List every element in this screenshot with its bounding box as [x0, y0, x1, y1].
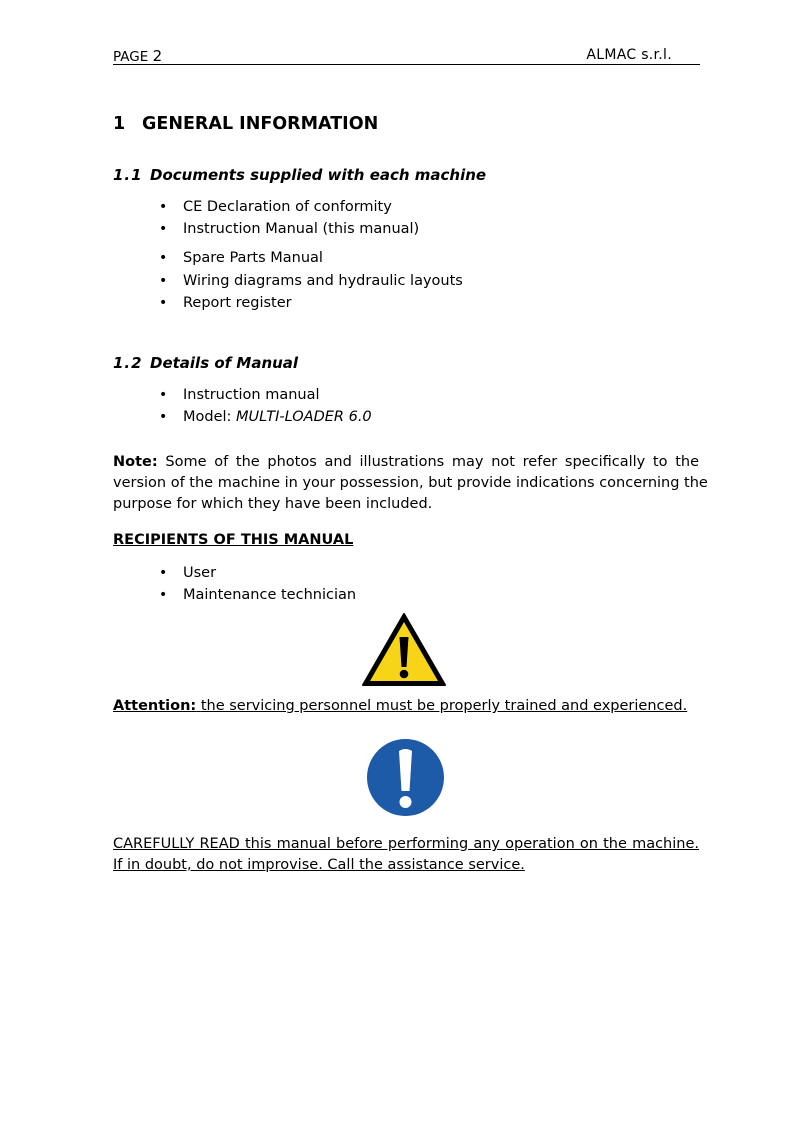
mandatory-exclamation-icon	[366, 738, 445, 817]
company-name: ALMAC s.r.l.	[586, 47, 672, 63]
list-item: • Wiring diagrams and hydraulic layouts	[159, 273, 463, 289]
attention-notice: Attention: the servicing personnel must be properly trained and experienced.	[113, 698, 688, 714]
section-1-1-heading: 1.1 Documents supplied with each machine	[113, 166, 487, 184]
page-header	[113, 46, 700, 65]
note-paragraph: Note: Some of the photos and illustrations may not refer specifically to the version of the machine in your possession, but provide indications concerning the purpose for which they have been included.	[113, 454, 708, 512]
section-1-heading: 1 GENERAL INFORMATION	[113, 114, 379, 134]
recipients-heading: RECIPIENTS OF THIS MANUAL	[113, 532, 354, 548]
list-item: • Instruction manual	[159, 387, 320, 403]
list-item: • User	[159, 565, 217, 581]
careful-read-notice: CAREFULLY READ this manual before performing any operation on the machine. If in doubt, do not improvise. Call the assistance service.	[113, 836, 699, 873]
list-item: • Report register	[159, 295, 292, 311]
section-1-2-heading: 1.2 Details of Manual	[113, 354, 299, 372]
list-item: • Spare Parts Manual	[159, 250, 323, 266]
list-item: • Model: MULTI-LOADER 6.0	[159, 409, 372, 425]
warning-triangle-icon	[361, 612, 447, 687]
list-item: • Instruction Manual (this manual)	[159, 221, 420, 237]
list-item: • CE Declaration of conformity	[159, 199, 392, 215]
list-item: • Maintenance technician	[159, 587, 357, 603]
page-number: PAGE 2	[113, 47, 163, 65]
